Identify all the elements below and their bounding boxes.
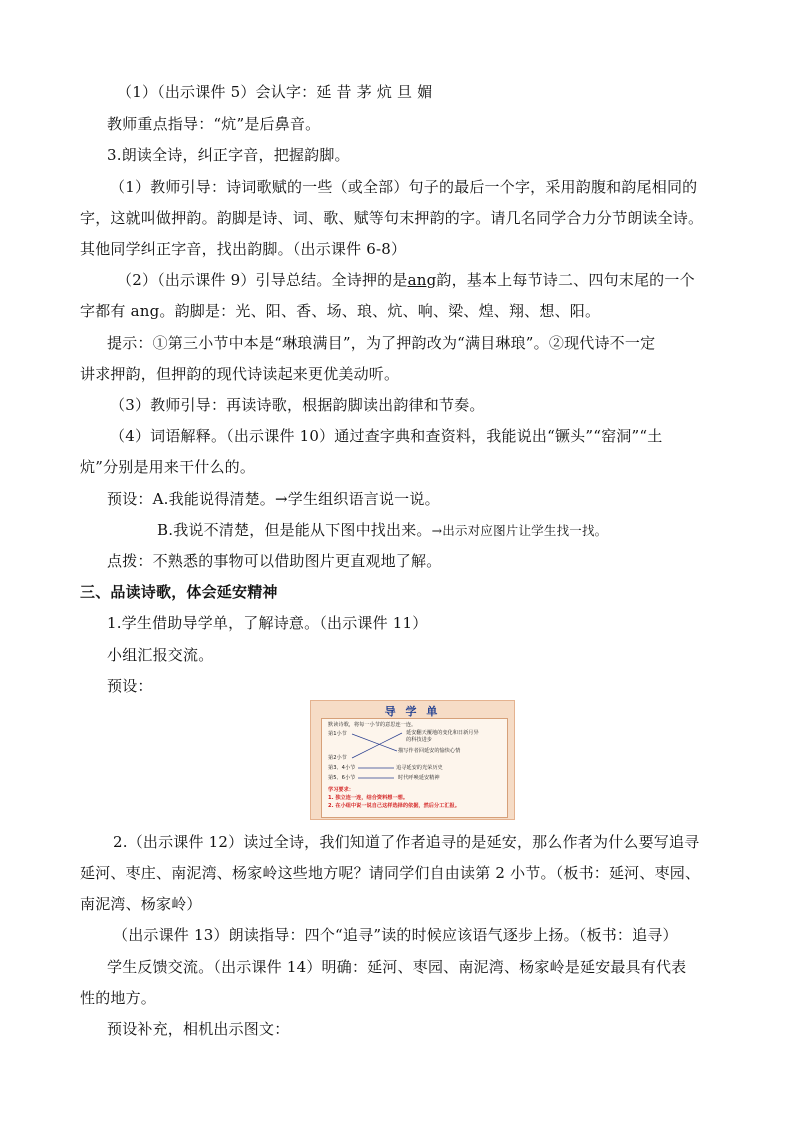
text-line [0, 517, 794, 543]
text-line: 点拨：不熟悉的事物可以借助图片更直观地了解。 [107, 552, 442, 570]
guide-right-item: 追寻延安的光荣历史 [396, 765, 443, 771]
guide-requirements-title: 学习要求： [328, 787, 354, 793]
guide-right-item: 时代呼唤延安精神 [398, 775, 440, 781]
text-line: 小组汇报交流。 [107, 646, 214, 664]
guide-sheet-panel [321, 718, 508, 818]
text-line: （1）（出示课件 5）会认字：延 昔 茅 炕 旦 媚 [117, 83, 433, 101]
text-segment-small: →出示对应图片让学生找一找。 [431, 523, 608, 538]
text-line: （1）教师引导：诗词歌赋的一些（或全部）句子的最后一个字，采用韵腹和韵尾相同的 [110, 178, 698, 196]
text-line: 预设补充，相机出示图文： [107, 1020, 290, 1038]
text-segment: （2）（出示课件 9）引导总结。全诗押的是 [117, 271, 408, 289]
text-line [0, 267, 794, 293]
connector-line [352, 734, 397, 751]
text-line: 南泥湾、杨家岭） [80, 895, 202, 913]
pinyin-ang: ang [407, 271, 437, 289]
text-line: 预设：A.我能说得清楚。→学生组织语言说一说。 [107, 490, 440, 508]
text-line: （3）教师引导：再读诗歌，根据韵脚读出韵律和节奏。 [110, 396, 485, 414]
guide-right-item: 的科技进步 [406, 737, 432, 743]
guide-left-item: 第1小节 [328, 731, 347, 737]
text-line: 延河、枣庄、南泥湾、杨家岭这些地方呢？请同学们自由读第 2 小节。（板书：延河、枣园、 [80, 864, 701, 882]
guide-right-item: 延安翻天覆地的变化和日新月异 [406, 730, 479, 736]
text-line: 学生反馈交流。（出示课件 14）明确：延河、枣园、南泥湾、杨家岭是延安最具有代表 [107, 958, 687, 976]
guide-sheet-title: 导 学 单 [384, 705, 441, 718]
text-line: 其他同学纠正字音，找出韵脚。（出示课件 6-8） [80, 240, 407, 258]
section-heading: 三、品读诗歌，体会延安精神 [80, 583, 278, 601]
text-line: 字都有 ang。韵脚是：光、阳、香、场、琅、炕、响、梁、煌、翔、想、阳。 [80, 302, 601, 320]
guide-right-item: 描写作者回延安的愉快心情 [398, 748, 461, 754]
guide-left-item: 第5、6小节 [328, 775, 356, 781]
text-segment: B.我说不清楚，但是能从下图中找出来。 [157, 521, 432, 539]
text-line: 2.（出示课件 12）读过全诗，我们知道了作者追寻的是延安，那么作者为什么要写追寻 [113, 833, 700, 851]
text-segment: 韵，基本上每节诗二、四句末尾的一个 [436, 271, 695, 289]
text-line: 预设： [107, 677, 153, 695]
text-line: 教师重点指导：“炕”是后鼻音。 [107, 115, 321, 133]
text-line: 字，这就叫做押韵。韵脚是诗、词、歌、赋等句末押韵的字。请几名同学合力分节朗读全诗。 [80, 209, 704, 227]
guide-sheet-instruction: 默读诗歌，将每一小节的意思连一连。 [328, 722, 417, 728]
text-line: 提示：①第三小节中本是“琳琅满目”，为了押韵改为“满目琳琅”。②现代诗不一定 [107, 334, 656, 352]
text-line: 1.学生借助导学单，了解诗意。（出示课件 11） [107, 614, 428, 632]
text-line: （出示课件 13）朗读指导：四个“追寻”读的时候应该语气逐步上扬。（板书：追寻） [113, 926, 678, 944]
guide-left-item: 第2小节 [328, 755, 347, 761]
guide-sheet-image [310, 700, 515, 820]
guide-requirement: 1. 独立连一连，结合资料想一想。 [328, 795, 409, 801]
text-line: （4）词语解释。（出示课件 10）通过查字典和查资料，我能说出“镢头”“窑洞”“土 [110, 427, 663, 445]
text-line: 炕”分别是用来干什么的。 [80, 458, 256, 476]
text-line: 性的地方。 [80, 989, 157, 1007]
text-line: 讲求押韵，但押韵的现代诗读起来更优美动听。 [80, 365, 400, 383]
guide-requirement: 2. 在小组中说一说自己这样选择的依据，然后分工汇报。 [328, 803, 460, 809]
guide-left-item: 第3、4小节 [328, 765, 356, 771]
text-line: 3.朗读全诗，纠正字音，把握韵脚。 [107, 146, 350, 164]
